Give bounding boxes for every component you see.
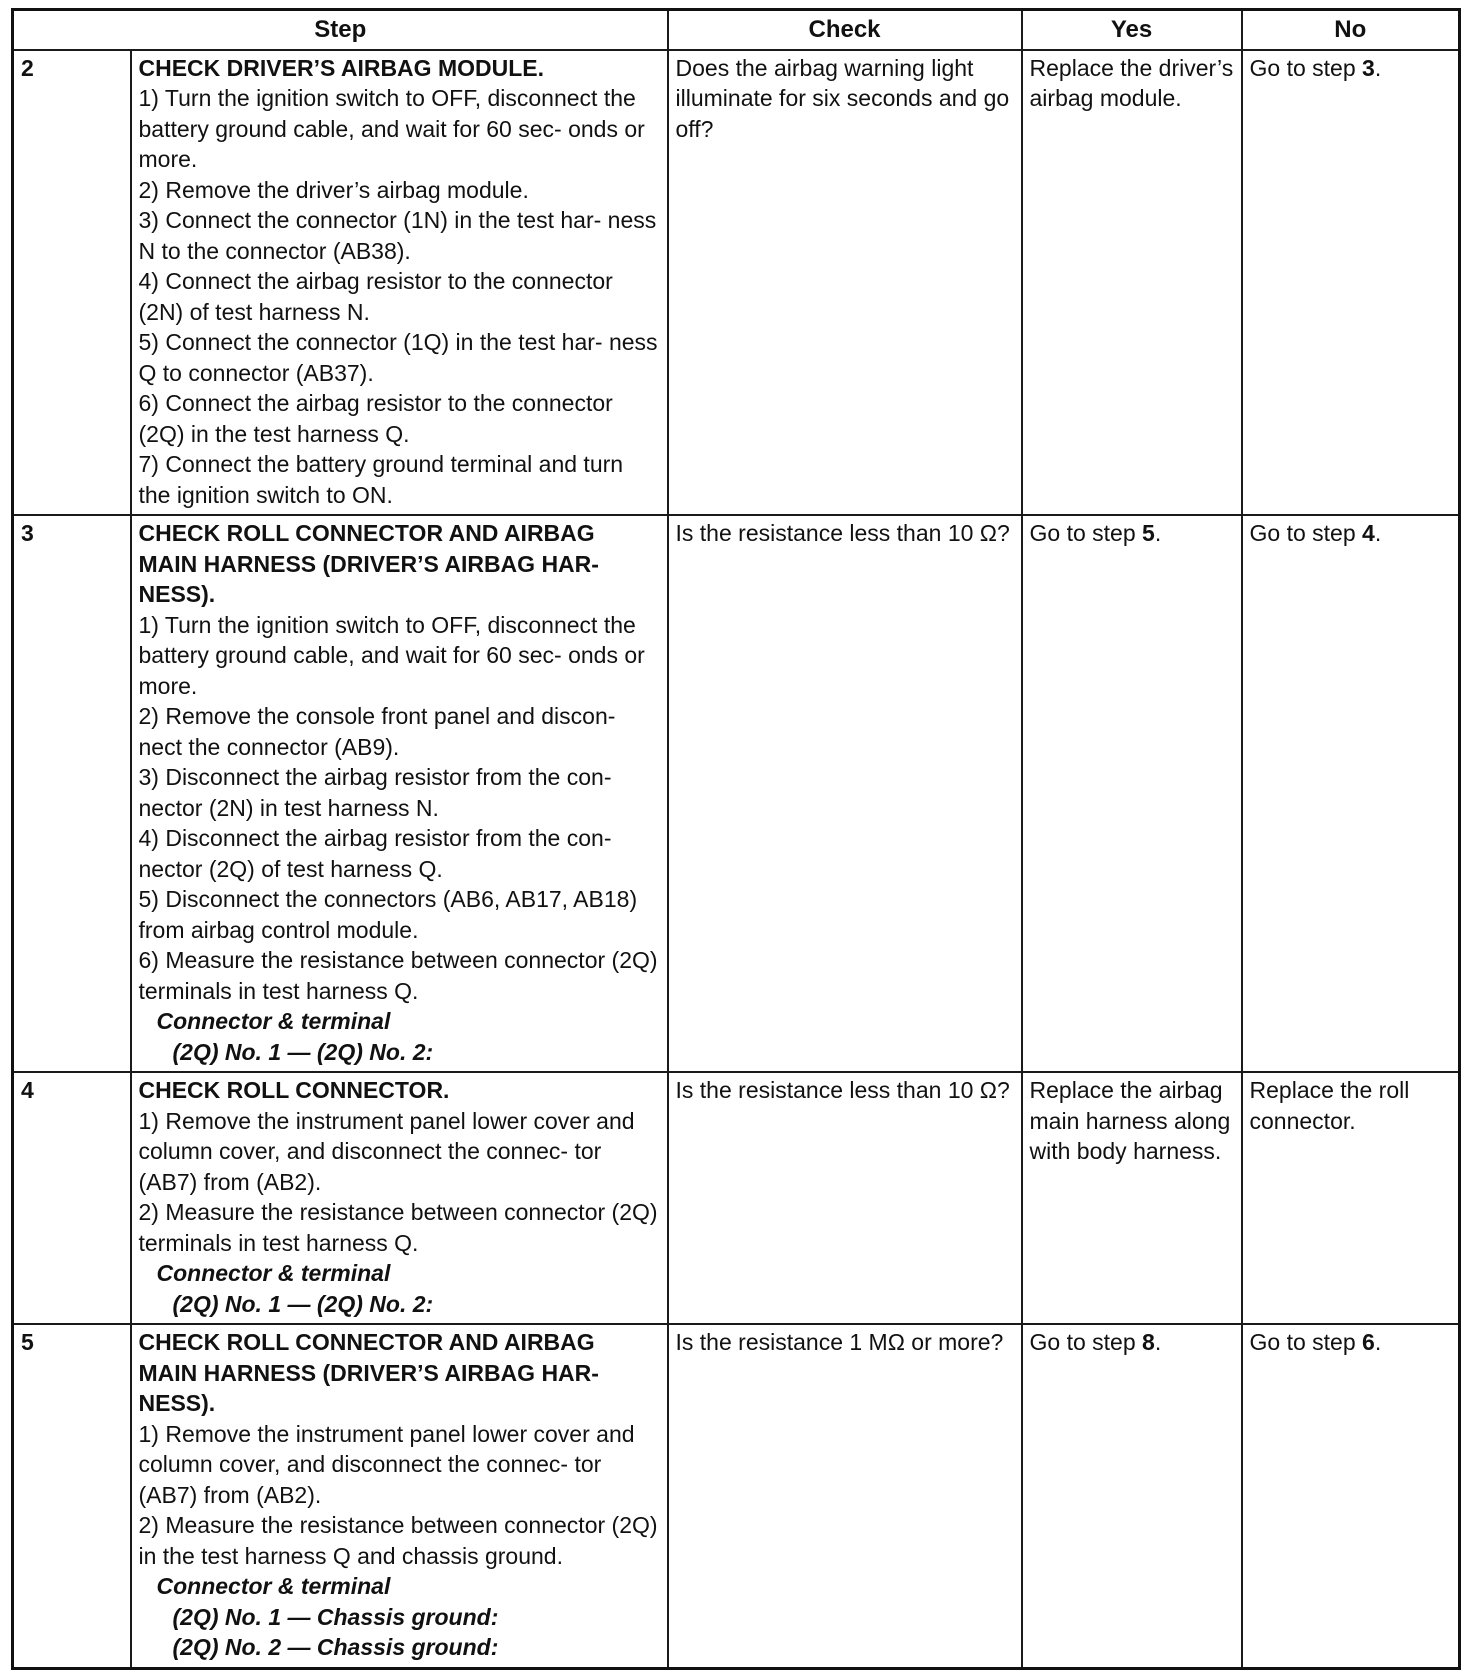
- instruction-item: 4) Disconnect the airbag resistor from the con- nector (2Q) of test harness Q.: [138, 825, 612, 882]
- header-row: [13, 10, 1460, 50]
- header-step: Step: [13, 10, 668, 50]
- step-number: 2: [13, 50, 131, 516]
- connector-terminal: [139, 1571, 660, 1663]
- no-text: Go to step: [1249, 520, 1363, 546]
- instruction-item: 6) Connect the airbag resistor to the connector (2Q) in the test harness Q.: [138, 390, 613, 447]
- no-cell: [1242, 1072, 1460, 1324]
- table-row: [13, 515, 1460, 1072]
- table-row: [13, 1324, 1460, 1668]
- yes-text: Go to step: [1029, 1329, 1143, 1355]
- table-row: [13, 50, 1460, 516]
- yes-step-ref: 5: [1142, 520, 1155, 546]
- header-check: Check: [668, 10, 1022, 50]
- connector-terminal-spec: (2Q) No. 1 — (2Q) No. 2:: [172, 1038, 434, 1065]
- no-text: Go to step: [1249, 54, 1363, 81]
- diagnostic-table: [11, 8, 1461, 1670]
- yes-text: Replace the airbag main harness along with body harness.: [1029, 1077, 1231, 1164]
- no-end: .: [1374, 54, 1382, 81]
- instruction-item: 2) Measure the resistance between connector (2Q) terminals in test harness Q.: [138, 1199, 658, 1256]
- no-step-ref: 4: [1362, 520, 1375, 546]
- no-cell: [1242, 1324, 1460, 1668]
- instruction-item: 4) Connect the airbag resistor to the connector (2N) of test harness N.: [138, 268, 613, 325]
- connector-terminal-heading: Connector & terminal: [156, 1573, 391, 1599]
- check-cell: Is the resistance 1 MΩ or more?: [668, 1324, 1022, 1668]
- no-cell: [1242, 50, 1460, 516]
- no-step-ref: 6: [1362, 1329, 1375, 1355]
- no-end: .: [1374, 1329, 1382, 1355]
- connector-terminal-spec: (2Q) No. 1 — Chassis ground:: [172, 1603, 499, 1630]
- instruction-item: 1) Turn the ignition switch to OFF, disconnect the battery ground cable, and wait for 60 sec- onds or more.: [138, 85, 645, 172]
- connector-terminal-spec: (2Q) No. 2 — Chassis ground:: [172, 1634, 499, 1660]
- no-cell: [1242, 515, 1460, 1072]
- no-text: Go to step: [1249, 1329, 1363, 1355]
- instruction-item: 7) Connect the battery ground terminal and turn the ignition switch to ON.: [138, 451, 624, 508]
- table-row: [13, 1072, 1460, 1324]
- yes-end: .: [1154, 1329, 1162, 1355]
- instruction-item: 2) Remove the driver’s airbag module.: [138, 176, 529, 203]
- step-number: 5: [13, 1324, 131, 1668]
- step-number: 3: [13, 515, 131, 1072]
- instruction-item: 5) Disconnect the connectors (AB6, AB17, AB18) from airbag control module.: [138, 886, 638, 943]
- yes-cell: [1022, 1324, 1242, 1668]
- instruction-item: 1) Remove the instrument panel lower cover and column cover, and disconnect the connec- tor (AB7) from (AB2).: [138, 1420, 635, 1508]
- yes-cell: [1022, 50, 1242, 516]
- connector-terminal-spec: (2Q) No. 1 — (2Q) No. 2:: [172, 1290, 434, 1317]
- step-description: [131, 515, 668, 1072]
- connector-terminal: [139, 1258, 660, 1319]
- header-no: No: [1242, 10, 1460, 50]
- step-instructions: [139, 83, 660, 510]
- yes-end: .: [1154, 520, 1162, 546]
- step-description: [131, 1324, 668, 1668]
- document-page: [11, 8, 1458, 1670]
- no-step-ref: 3: [1362, 54, 1375, 81]
- check-cell: Is the resistance less than 10 Ω?: [668, 515, 1022, 1072]
- instruction-item: 3) Connect the connector (1N) in the test har- ness N to the connector (AB38).: [138, 207, 657, 264]
- step-title: CHECK ROLL CONNECTOR.: [138, 1077, 450, 1103]
- step-instructions: [139, 1106, 660, 1259]
- yes-text: Go to step: [1029, 520, 1143, 546]
- step-title: CHECK ROLL CONNECTOR AND AIRBAG MAIN HARNESS (DRIVER’S AIRBAG HAR- NESS).: [138, 1329, 599, 1416]
- instruction-item: 6) Measure the resistance between connector (2Q) terminals in test harness Q.: [138, 947, 658, 1004]
- check-cell: Is the resistance less than 10 Ω?: [668, 1072, 1022, 1324]
- step-description: [131, 1072, 668, 1324]
- connector-terminal: [139, 1006, 660, 1067]
- step-number: 4: [13, 1072, 131, 1324]
- check-cell: Does the airbag warning light illuminate for six seconds and go off?: [668, 50, 1022, 516]
- instruction-item: 2) Measure the resistance between connector (2Q) in the test harness Q and chassis ground.: [138, 1512, 658, 1569]
- instruction-item: 1) Remove the instrument panel lower cover and column cover, and disconnect the connec- tor (AB7) from (AB2).: [138, 1107, 635, 1195]
- connector-terminal-heading: Connector & terminal: [156, 1008, 391, 1034]
- instruction-item: 2) Remove the console front panel and discon- nect the connector (AB9).: [138, 703, 616, 760]
- yes-cell: [1022, 515, 1242, 1072]
- header-yes: Yes: [1022, 10, 1242, 50]
- instruction-item: 5) Connect the connector (1Q) in the test har- ness Q to connector (AB37).: [138, 329, 658, 386]
- step-instructions: [139, 1419, 660, 1572]
- yes-step-ref: 8: [1142, 1329, 1155, 1355]
- step-description: [131, 50, 668, 516]
- no-text: Replace the roll connector.: [1249, 1077, 1410, 1134]
- step-instructions: [139, 610, 660, 1007]
- no-end: .: [1374, 520, 1382, 546]
- yes-text: Replace the driver’s airbag module.: [1029, 54, 1234, 111]
- step-title: CHECK ROLL CONNECTOR AND AIRBAG MAIN HARNESS (DRIVER’S AIRBAG HAR- NESS).: [138, 520, 599, 607]
- yes-cell: [1022, 1072, 1242, 1324]
- instruction-item: 1) Turn the ignition switch to OFF, disconnect the battery ground cable, and wait for 60 sec- onds or more.: [138, 611, 645, 699]
- instruction-item: 3) Disconnect the airbag resistor from the con- nector (2N) in test harness N.: [138, 764, 612, 821]
- connector-terminal-heading: Connector & terminal: [156, 1260, 391, 1286]
- step-title: CHECK DRIVER’S AIRBAG MODULE.: [138, 54, 544, 81]
